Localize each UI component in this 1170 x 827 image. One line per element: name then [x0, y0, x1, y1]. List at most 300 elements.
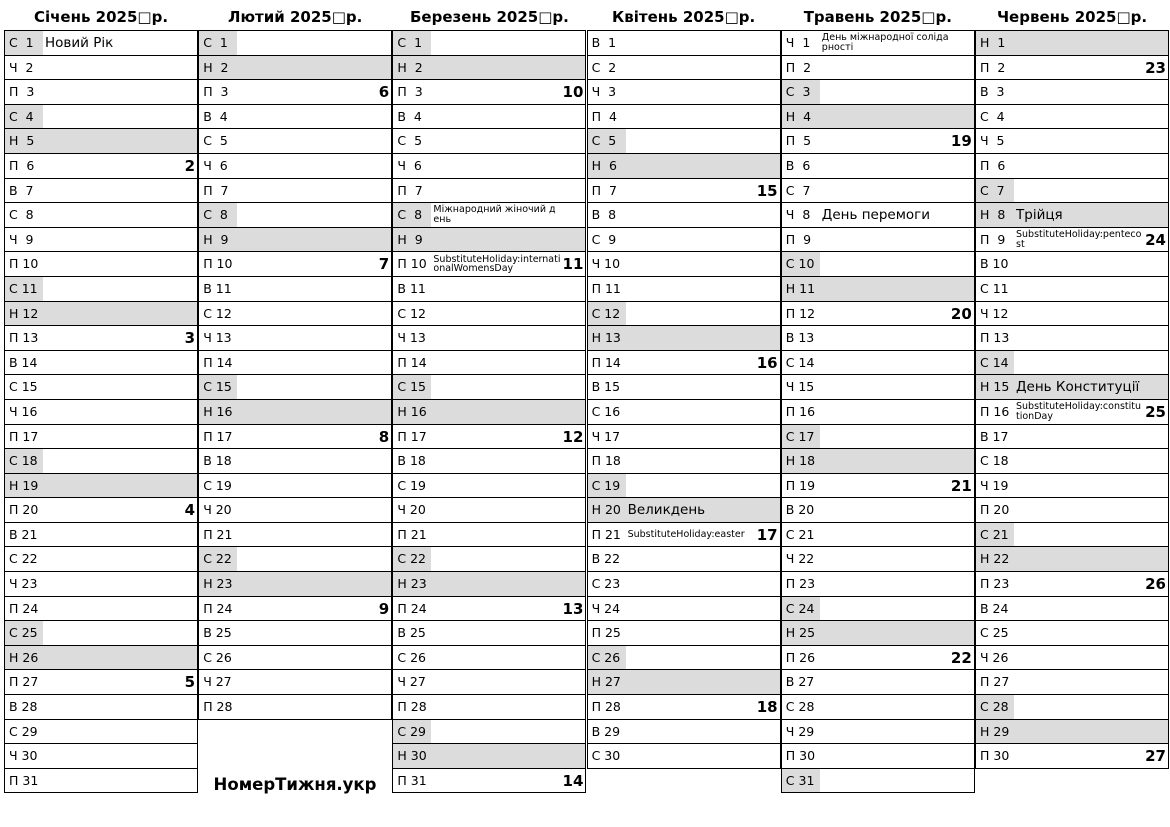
day-label: П 27 [980, 674, 1010, 690]
day-label: П 4 [591, 108, 617, 124]
day-row [198, 129, 392, 154]
day-label: П 27 [9, 674, 39, 690]
day-row [781, 523, 975, 548]
day-row [198, 228, 392, 253]
day-row [392, 80, 586, 105]
day-row [4, 523, 198, 548]
day-row [587, 498, 781, 523]
day-row [392, 400, 586, 425]
day-row [392, 351, 586, 376]
day-row [781, 400, 975, 425]
day-row [198, 277, 392, 302]
day-row [587, 80, 781, 105]
day-row [587, 695, 781, 720]
day-label: П 10 [397, 256, 427, 272]
day-row [781, 646, 975, 671]
day-row [392, 31, 586, 56]
day-label: В 11 [397, 280, 426, 296]
day-row [587, 31, 781, 56]
day-row [4, 31, 198, 56]
day-row [975, 80, 1169, 105]
day-row [975, 621, 1169, 646]
day-row [198, 203, 392, 228]
day-row [975, 498, 1169, 523]
day-row [975, 695, 1169, 720]
day-label: Н 1 [980, 35, 1006, 50]
week-number: 10 [562, 83, 584, 102]
day-label: В 21 [9, 526, 38, 542]
day-row [587, 646, 781, 671]
day-row [198, 621, 392, 646]
day-row [392, 326, 586, 351]
day-label: Ч 20 [203, 502, 232, 518]
day-row [781, 547, 975, 572]
day-row [198, 646, 392, 671]
day-label: П 10 [9, 256, 39, 272]
day-label: Н 18 [785, 453, 816, 469]
day-label: С 28 [785, 699, 815, 715]
day-label: В 17 [980, 428, 1009, 444]
day-label: Ч 26 [980, 649, 1009, 665]
day-label: Н 12 [9, 305, 39, 321]
day-row [587, 302, 781, 327]
day-label: В 8 [591, 207, 617, 223]
day-list [198, 30, 392, 720]
day-label: П 9 [980, 231, 1006, 247]
month-column [4, 0, 198, 793]
day-row [4, 621, 198, 646]
week-number: 18 [756, 698, 778, 717]
day-row [781, 498, 975, 523]
day-row [587, 621, 781, 646]
day-label: С 26 [203, 649, 232, 665]
day-label: Ч 27 [203, 674, 232, 690]
day-label: П 7 [203, 182, 229, 198]
day-row [975, 179, 1169, 204]
day-row [975, 400, 1169, 425]
day-row [198, 105, 392, 130]
day-row [392, 597, 586, 622]
day-row [392, 572, 586, 597]
day-label: В 18 [203, 453, 232, 469]
day-label: Ч 15 [785, 379, 815, 395]
day-row [198, 56, 392, 81]
day-label: С 7 [785, 182, 811, 198]
day-label: С 30 [591, 748, 621, 764]
day-label: С 17 [782, 425, 820, 449]
day-label: П 28 [397, 699, 427, 715]
day-row [587, 203, 781, 228]
day-list [587, 30, 781, 769]
day-label: С 8 [9, 207, 34, 223]
day-label: Ч 5 [980, 133, 1005, 149]
week-number: 15 [756, 181, 778, 200]
day-row [198, 302, 392, 327]
month-column [392, 0, 586, 793]
day-label: П 18 [591, 453, 621, 469]
day-label: Н 20 [591, 502, 621, 518]
day-row [392, 621, 586, 646]
day-row [4, 228, 198, 253]
day-row [392, 744, 586, 769]
day-row [975, 425, 1169, 450]
day-label: С 26 [588, 646, 626, 670]
day-label: С 15 [199, 375, 237, 399]
day-label: П 7 [591, 182, 617, 198]
day-row [392, 523, 586, 548]
day-label: С 18 [980, 453, 1009, 469]
day-label: В 14 [9, 354, 38, 370]
day-row [198, 425, 392, 450]
day-row [975, 154, 1169, 179]
day-label: Ч 1 [785, 35, 811, 50]
day-label: В 20 [785, 502, 815, 518]
day-label: П 17 [397, 428, 427, 444]
day-row [781, 572, 975, 597]
day-label: Н 23 [203, 576, 233, 592]
holiday-name: SubstituteHoliday:easter [627, 528, 745, 540]
day-row [587, 154, 781, 179]
week-number: 26 [1145, 575, 1166, 594]
day-row [587, 129, 781, 154]
day-row [587, 400, 781, 425]
day-row [975, 105, 1169, 130]
holiday-name: SubstituteHoliday:constitutionDay [1016, 401, 1142, 422]
day-row [198, 80, 392, 105]
day-row [4, 744, 198, 769]
day-label: С 14 [976, 351, 1014, 375]
day-row [4, 572, 198, 597]
day-label: В 7 [9, 182, 34, 198]
day-row [781, 744, 975, 769]
day-label: В 28 [9, 699, 38, 715]
day-row [4, 425, 198, 450]
day-label: П 16 [980, 403, 1010, 419]
day-label: П 14 [591, 354, 621, 370]
day-row [392, 474, 586, 499]
day-label: С 3 [782, 80, 820, 104]
day-label: П 20 [9, 502, 39, 518]
day-row [781, 80, 975, 105]
day-list [4, 30, 198, 793]
day-row [587, 720, 781, 745]
holiday-name: Новий Рік [45, 34, 114, 51]
week-number: 13 [562, 599, 584, 618]
day-label: С 21 [976, 523, 1014, 547]
month-column [781, 0, 975, 793]
day-label: Н 19 [9, 477, 39, 493]
day-label: С 25 [5, 621, 43, 645]
day-label: Н 11 [785, 280, 816, 296]
day-row [198, 154, 392, 179]
day-label: С 18 [5, 449, 43, 473]
day-label: П 23 [980, 576, 1010, 592]
day-row [392, 670, 586, 695]
day-row [975, 523, 1169, 548]
day-label: С 15 [9, 379, 38, 395]
day-row [198, 523, 392, 548]
day-row [4, 720, 198, 745]
day-row [975, 252, 1169, 277]
day-label: Н 9 [203, 231, 229, 247]
day-row [975, 646, 1169, 671]
day-label: С 10 [782, 252, 820, 276]
day-row [4, 129, 198, 154]
week-number: 27 [1145, 747, 1166, 766]
day-label: В 11 [203, 280, 232, 296]
week-number: 12 [562, 427, 584, 446]
week-number: 25 [1145, 402, 1166, 421]
day-row [781, 326, 975, 351]
day-label: Ч 17 [591, 428, 621, 444]
day-row [587, 351, 781, 376]
day-row [975, 351, 1169, 376]
day-row [4, 670, 198, 695]
day-label: С 5 [588, 129, 626, 153]
day-label: Н 22 [980, 551, 1010, 567]
day-row [4, 277, 198, 302]
day-label: С 8 [393, 203, 431, 227]
day-label: Ч 23 [9, 576, 38, 592]
day-row [781, 203, 975, 228]
day-row [587, 597, 781, 622]
week-number: 5 [184, 673, 195, 692]
day-label: В 24 [980, 600, 1009, 616]
day-row [975, 449, 1169, 474]
day-row [392, 277, 586, 302]
day-label: П 28 [203, 699, 233, 715]
day-row [392, 720, 586, 745]
day-row [587, 523, 781, 548]
day-row [198, 375, 392, 400]
day-row [587, 179, 781, 204]
day-row [587, 547, 781, 572]
day-row [975, 474, 1169, 499]
month-title: Березень 2025□р. [409, 8, 569, 26]
day-label: П 11 [591, 280, 621, 296]
day-label: С 22 [393, 547, 431, 571]
day-row [781, 449, 975, 474]
week-number: 14 [562, 771, 584, 790]
day-label: П 17 [9, 428, 39, 444]
day-row [4, 56, 198, 81]
day-label: П 6 [980, 157, 1006, 173]
day-row [781, 695, 975, 720]
day-label: С 7 [976, 179, 1014, 203]
day-label: В 4 [397, 108, 422, 124]
holiday-name: Великдень [627, 502, 706, 519]
day-row [392, 203, 586, 228]
day-row [4, 80, 198, 105]
day-row [4, 105, 198, 130]
day-label: П 14 [203, 354, 233, 370]
day-label: П 3 [9, 84, 35, 100]
day-label: Н 13 [591, 330, 621, 346]
day-row [392, 375, 586, 400]
day-label: Ч 9 [9, 231, 34, 247]
day-label: Ч 12 [980, 305, 1009, 321]
day-label: Н 4 [785, 108, 812, 124]
day-row [4, 252, 198, 277]
day-label: Н 25 [785, 625, 816, 641]
day-row [198, 179, 392, 204]
day-label: С 12 [588, 302, 626, 326]
day-list [781, 30, 975, 793]
day-label: С 9 [591, 231, 617, 247]
day-row [781, 302, 975, 327]
day-label: Н 27 [591, 674, 621, 690]
day-label: С 24 [782, 597, 820, 621]
day-row [587, 105, 781, 130]
week-number: 24 [1145, 230, 1166, 249]
day-row [781, 670, 975, 695]
day-row [4, 375, 198, 400]
day-label: С 25 [980, 625, 1009, 641]
day-row [392, 547, 586, 572]
day-label: П 24 [397, 600, 427, 616]
day-label: П 19 [785, 477, 816, 493]
day-row [975, 597, 1169, 622]
holiday-name: День Конституції [1016, 379, 1140, 396]
month-column [198, 0, 392, 720]
day-row [4, 474, 198, 499]
day-label: С 5 [203, 133, 228, 149]
day-row [4, 449, 198, 474]
week-number: 20 [950, 304, 972, 323]
day-row [4, 498, 198, 523]
day-label: С 11 [980, 280, 1009, 296]
day-row [4, 326, 198, 351]
day-row [4, 351, 198, 376]
day-label: С 23 [591, 576, 621, 592]
week-number: 9 [378, 599, 390, 618]
day-row [4, 154, 198, 179]
day-label: В 27 [785, 674, 815, 690]
day-list [392, 30, 586, 793]
day-row [587, 425, 781, 450]
holiday-name: Трійця [1016, 206, 1063, 223]
day-label: В 25 [397, 625, 426, 641]
day-row [198, 597, 392, 622]
day-row [781, 154, 975, 179]
day-row [587, 449, 781, 474]
day-row [4, 179, 198, 204]
holiday-name: День міжнародної солідарності [821, 32, 949, 53]
day-label: Н 6 [591, 157, 617, 173]
day-label: С 28 [976, 695, 1014, 719]
day-label: Ч 13 [203, 330, 232, 346]
month-title: Квітень 2025□р. [611, 8, 756, 26]
day-row [781, 474, 975, 499]
day-label: В 29 [591, 723, 621, 739]
day-row [781, 621, 975, 646]
day-label: Ч 19 [980, 477, 1009, 493]
day-label: Ч 10 [591, 256, 621, 272]
day-label: С 4 [5, 105, 43, 129]
day-row [4, 547, 198, 572]
day-row [975, 744, 1169, 769]
day-label: С 1 [199, 31, 237, 55]
week-number: 16 [756, 353, 778, 372]
day-row [392, 252, 586, 277]
day-label: П 24 [203, 600, 233, 616]
day-row [975, 302, 1169, 327]
site-brand: НомерТижня.укр [213, 775, 377, 794]
week-number: 2 [184, 156, 195, 175]
day-label: Н 29 [980, 723, 1010, 739]
day-label: Ч 13 [397, 330, 426, 346]
day-row [975, 129, 1169, 154]
day-label: Н 16 [397, 403, 427, 419]
day-label: С 14 [785, 354, 815, 370]
day-label: П 12 [785, 305, 816, 321]
day-row [975, 670, 1169, 695]
day-label: Ч 29 [785, 723, 815, 739]
day-row [975, 31, 1169, 56]
day-row [587, 744, 781, 769]
day-label: В 25 [203, 625, 232, 641]
day-label: С 12 [397, 305, 426, 321]
day-list [975, 30, 1169, 769]
week-number: 6 [378, 83, 390, 102]
month-title: Січень 2025□р. [33, 8, 169, 26]
day-row [975, 56, 1169, 81]
day-row [781, 31, 975, 56]
week-number: 3 [184, 329, 195, 348]
day-row [587, 572, 781, 597]
day-label: Н 16 [203, 403, 233, 419]
day-row [4, 769, 198, 794]
day-row [975, 203, 1169, 228]
day-label: С 5 [397, 133, 423, 149]
day-label: П 28 [591, 699, 621, 715]
day-row [587, 474, 781, 499]
day-label: С 16 [591, 403, 621, 419]
day-label: С 29 [393, 720, 431, 744]
day-label: В 18 [397, 453, 426, 469]
day-row [4, 597, 198, 622]
day-row [975, 326, 1169, 351]
day-row [392, 105, 586, 130]
week-number: 21 [950, 476, 972, 495]
day-label: С 22 [199, 547, 237, 571]
month-title: Червень 2025□р. [996, 8, 1148, 26]
day-row [781, 179, 975, 204]
day-label: С 8 [199, 203, 237, 227]
week-number: 8 [378, 427, 390, 446]
day-label: П 2 [785, 59, 812, 75]
day-label: Н 30 [397, 748, 427, 764]
day-label: С 12 [203, 305, 232, 321]
day-label: П 25 [591, 625, 621, 641]
day-label: В 13 [785, 330, 815, 346]
day-label: В 6 [785, 157, 811, 173]
day-label: Ч 2 [9, 59, 34, 75]
day-row [392, 129, 586, 154]
day-label: П 3 [397, 84, 423, 100]
day-label: П 31 [397, 772, 427, 788]
month-title: Лютий 2025□р. [228, 8, 363, 26]
week-number: 19 [950, 132, 972, 151]
day-label: П 23 [785, 576, 816, 592]
day-row [392, 228, 586, 253]
day-label: В 10 [980, 256, 1009, 272]
day-row [781, 720, 975, 745]
day-row [781, 228, 975, 253]
day-row [4, 302, 198, 327]
day-label: П 30 [785, 748, 816, 764]
holiday-name: SubstituteHoliday:internationalWomensDay [433, 253, 561, 275]
